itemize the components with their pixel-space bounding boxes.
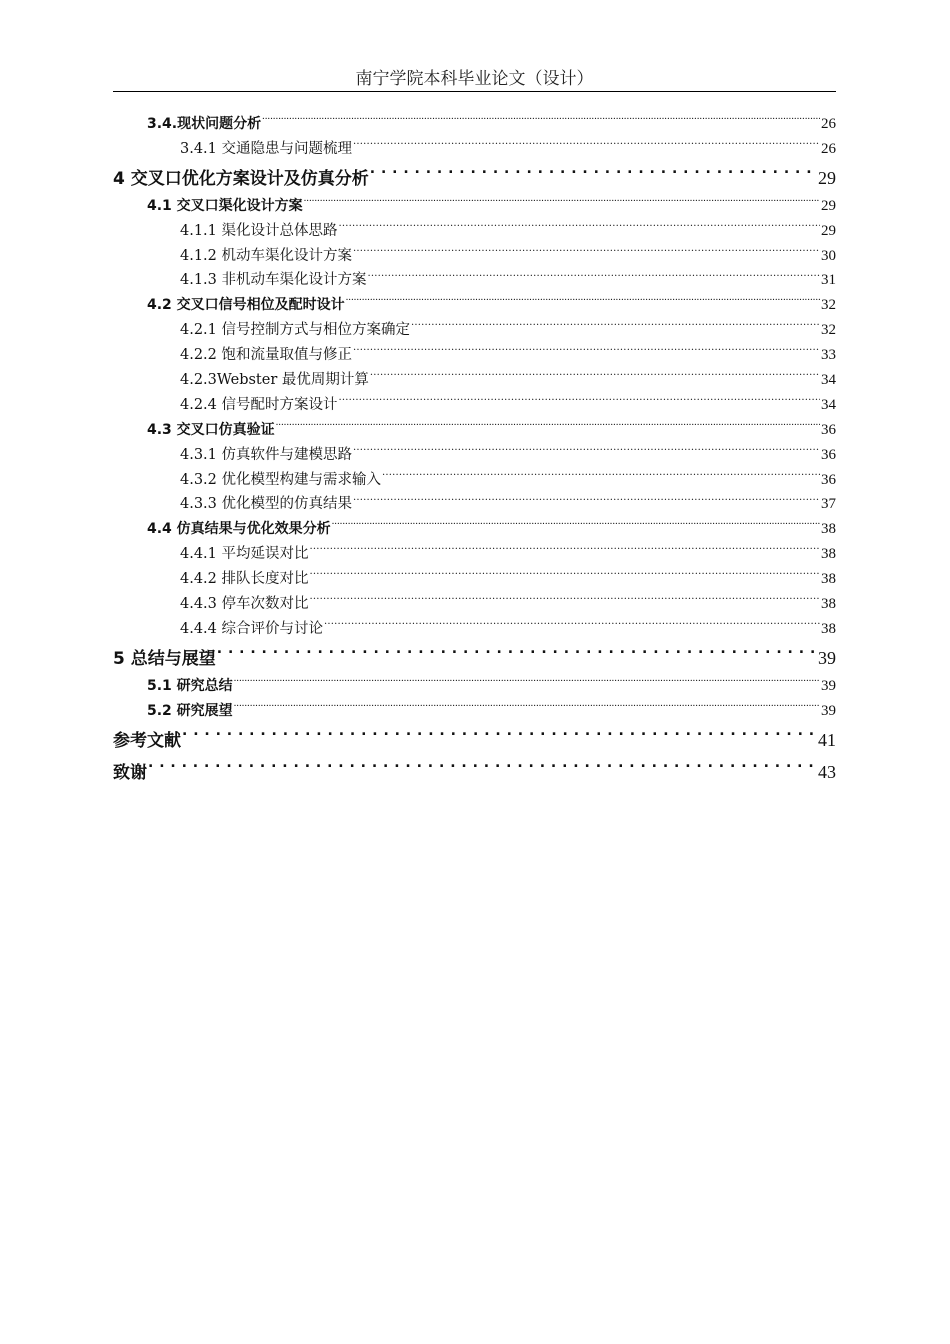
toc-entry-page-number: 34 — [821, 396, 836, 413]
toc-dot-leader — [234, 675, 820, 690]
toc-entry-title: 4.1 交叉口渠化设计方案 — [147, 197, 303, 214]
toc-entry[interactable] — [113, 468, 836, 493]
table-of-contents — [113, 112, 836, 788]
toc-dot-leader — [353, 444, 820, 459]
toc-entry-title: 4.4.2 排队长度对比 — [180, 571, 309, 588]
toc-entry[interactable] — [113, 567, 836, 592]
toc-entry-page-number: 30 — [821, 247, 836, 264]
toc-entry[interactable] — [113, 443, 836, 468]
toc-dot-leader — [353, 345, 820, 360]
toc-entry-title: 5.1 研究总结 — [147, 677, 233, 694]
toc-entry-page-number: 38 — [821, 571, 836, 588]
toc-entry-page-number: 38 — [821, 596, 836, 613]
toc-entry-title: 4.3.2 优化模型构建与需求输入 — [180, 471, 382, 488]
toc-entry[interactable] — [113, 112, 836, 137]
toc-dot-leader — [182, 727, 817, 746]
toc-entry[interactable] — [113, 293, 836, 318]
toc-entry[interactable] — [113, 268, 836, 293]
toc-entry[interactable] — [113, 756, 836, 788]
toc-entry-title: 5 总结与展望 — [113, 648, 216, 669]
toc-entry-page-number: 36 — [821, 471, 836, 488]
toc-entry-title: 4.1.2 机动车渠化设计方案 — [180, 247, 353, 264]
toc-entry[interactable] — [113, 517, 836, 542]
toc-entry[interactable] — [113, 162, 836, 194]
toc-dot-leader — [339, 394, 820, 409]
toc-entry-title: 4.4.1 平均延误对比 — [180, 546, 309, 563]
toc-entry[interactable] — [113, 318, 836, 343]
toc-entry-page-number: 29 — [821, 222, 836, 239]
toc-entry[interactable] — [113, 699, 836, 724]
page-header-title: 南宁学院本科毕业论文（设计） — [355, 69, 594, 89]
toc-entry-page-number: 31 — [821, 272, 836, 289]
toc-entry-page-number: 29 — [821, 197, 836, 214]
toc-entry-page-number: 36 — [821, 446, 836, 463]
toc-entry[interactable] — [113, 368, 836, 393]
toc-entry-page-number: 39 — [821, 702, 836, 719]
toc-entry-title: 4.4.3 停车次数对比 — [180, 596, 309, 613]
toc-entry-page-number: 39 — [821, 677, 836, 694]
toc-entry-page-number: 38 — [821, 546, 836, 563]
toc-dot-leader — [324, 618, 820, 633]
toc-entry-title: 4.1.1 渠化设计总体思路 — [180, 222, 338, 239]
toc-entry-title: 4.2.1 信号控制方式与相位方案确定 — [180, 322, 411, 339]
toc-entry-title: 4.2.3Webster 最优周期计算 — [180, 372, 369, 389]
toc-dot-leader — [353, 245, 820, 260]
toc-entry-page-number: 34 — [821, 372, 836, 389]
toc-entry-page-number: 26 — [821, 140, 836, 157]
toc-dot-leader — [353, 494, 820, 509]
toc-entry[interactable] — [113, 418, 836, 443]
toc-entry-title: 致谢 — [113, 762, 147, 783]
toc-entry-page-number: 29 — [818, 167, 836, 188]
toc-entry[interactable] — [113, 194, 836, 219]
toc-dot-leader — [370, 370, 820, 385]
toc-entry-page-number: 36 — [821, 421, 836, 438]
toc-entry[interactable] — [113, 343, 836, 368]
toc-entry-title: 4.2 交叉口信号相位及配时设计 — [147, 297, 345, 314]
toc-dot-leader — [368, 270, 820, 285]
toc-entry-title: 5.2 研究展望 — [147, 702, 233, 719]
toc-entry-page-number: 26 — [821, 116, 836, 132]
toc-dot-leader — [148, 759, 817, 778]
toc-entry[interactable] — [113, 137, 836, 162]
toc-dot-leader — [217, 645, 817, 664]
toc-dot-leader — [370, 165, 817, 184]
toc-entry-title: 4 交叉口优化方案设计及仿真分析 — [113, 168, 369, 189]
toc-entry-title: 4.4.4 综合评价与讨论 — [180, 620, 324, 637]
toc-entry-title: 4.4 仿真结果与优化效果分析 — [147, 521, 331, 538]
toc-entry[interactable] — [113, 492, 836, 517]
toc-entry-page-number: 32 — [821, 322, 836, 339]
toc-entry[interactable] — [113, 642, 836, 674]
toc-entry-page-number: 38 — [821, 521, 836, 538]
toc-entry[interactable] — [113, 617, 836, 642]
toc-entry-page-number: 43 — [818, 761, 836, 782]
toc-dot-leader — [310, 569, 820, 584]
toc-entry-title: 4.2.4 信号配时方案设计 — [180, 396, 338, 413]
toc-dot-leader — [346, 294, 820, 309]
toc-dot-leader — [411, 320, 820, 335]
toc-dot-leader — [310, 594, 820, 609]
toc-entry-page-number: 32 — [821, 297, 836, 314]
toc-entry-page-number: 37 — [821, 496, 836, 513]
toc-dot-leader — [234, 700, 820, 715]
toc-dot-leader — [276, 419, 820, 434]
toc-entry[interactable] — [113, 674, 836, 699]
toc-dot-leader — [304, 195, 820, 210]
toc-entry-page-number: 39 — [818, 647, 836, 668]
toc-entry[interactable] — [113, 393, 836, 418]
toc-entry-title: 4.3 交叉口仿真验证 — [147, 421, 275, 438]
toc-entry[interactable] — [113, 542, 836, 567]
toc-dot-leader — [339, 220, 820, 235]
toc-entry[interactable] — [113, 244, 836, 269]
toc-entry-page-number: 38 — [821, 620, 836, 637]
toc-entry-title: 4.2.2 饱和流量取值与修正 — [180, 347, 353, 364]
toc-entry[interactable] — [113, 592, 836, 617]
toc-dot-leader — [382, 469, 820, 484]
header-divider — [113, 91, 836, 92]
toc-entry[interactable] — [113, 219, 836, 244]
toc-dot-leader — [353, 138, 820, 153]
toc-dot-leader — [262, 113, 820, 128]
toc-dot-leader — [332, 518, 820, 533]
toc-dot-leader — [310, 544, 820, 559]
toc-entry-page-number: 41 — [818, 729, 836, 750]
toc-entry-title: 4.3.3 优化模型的仿真结果 — [180, 496, 353, 513]
toc-entry-title: 4.1.3 非机动车渠化设计方案 — [180, 272, 367, 289]
toc-entry-page-number: 33 — [821, 347, 836, 364]
toc-entry[interactable] — [113, 724, 836, 756]
toc-entry-title: 3.4.现状问题分析 — [147, 116, 262, 132]
toc-entry-title: 参考文献 — [113, 730, 181, 751]
toc-entry-title: 3.4.1 交通隐患与问题梳理 — [180, 140, 353, 157]
toc-entry-title: 4.3.1 仿真软件与建模思路 — [180, 446, 353, 463]
